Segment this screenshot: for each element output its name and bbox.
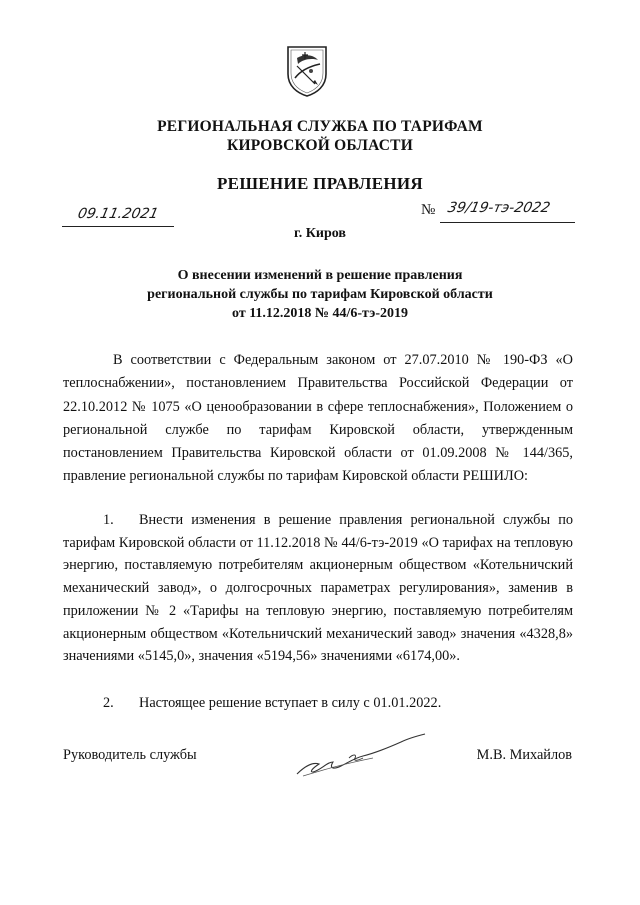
kirov-coat-of-arms-icon	[285, 44, 329, 98]
organization-name-line1: РЕГИОНАЛЬНАЯ СЛУЖБА ПО ТАРИФАМ	[157, 118, 483, 135]
item-number: 1.	[103, 512, 114, 528]
subject-line1: О внесении изменений в решение правления	[177, 268, 463, 283]
organization-name-line2: КИРОВСКОЙ ОБЛАСТИ	[227, 137, 413, 154]
subject-line2: региональной службы по тарифам Кировской области	[147, 287, 493, 302]
number-sign: №	[421, 202, 436, 218]
document-city: г. Киров	[294, 226, 346, 241]
intro-paragraph: В соответствии с Федеральным законом от 27.07.2010 № 190-ФЗ «О теплоснабжении», постановлением Правительства Российской Федерации от 22.10.2012 № 1075 «О ценообразовании в сфере теплоснабжения», Положением о региональной службе по тарифам Кировской области, утвержденным постановлением Правительства Кировской области от 01.09.2008 № 144/365, правление региональной службы по тарифам Кировской области РЕШИЛО:	[63, 352, 573, 485]
item-number: 2.	[103, 695, 114, 711]
document-title: РЕШЕНИЕ ПРАВЛЕНИЯ	[217, 174, 423, 193]
number-underline	[440, 222, 575, 223]
signer-role: Руководитель службы	[63, 747, 197, 763]
subject-line3: от 11.12.2018 № 44/6-тэ-2019	[232, 306, 408, 321]
signer-name: М.В. Михайлов	[476, 747, 572, 763]
item-text: Настоящее решение вступает в силу с 01.01.2022.	[139, 695, 442, 711]
document-number: 39/19-тэ-2022	[446, 200, 552, 216]
handwritten-signature	[283, 728, 433, 788]
decision-item-1	[63, 509, 573, 668]
document-date: 09.11.2021	[76, 206, 160, 222]
decision-item-2	[63, 692, 573, 715]
item-text: Внести изменения в решение правления региональной службы по тарифам Кировской области от 11.12.2018 № 44/6-тэ-2019 «О тарифах на тепловую энергию, поставляемую потребителям акционерным обществом «Котельничский механический завод», о долгосрочных параметрах регулирования», заменив в приложении № 2 «Тарифы на тепловую энергию, поставляемую потребителям акционерным обществом «Котельничский механический завод» значения «4328,8» значениями «5145,0», значения «5194,56» значениями «6174,00».	[63, 512, 573, 665]
